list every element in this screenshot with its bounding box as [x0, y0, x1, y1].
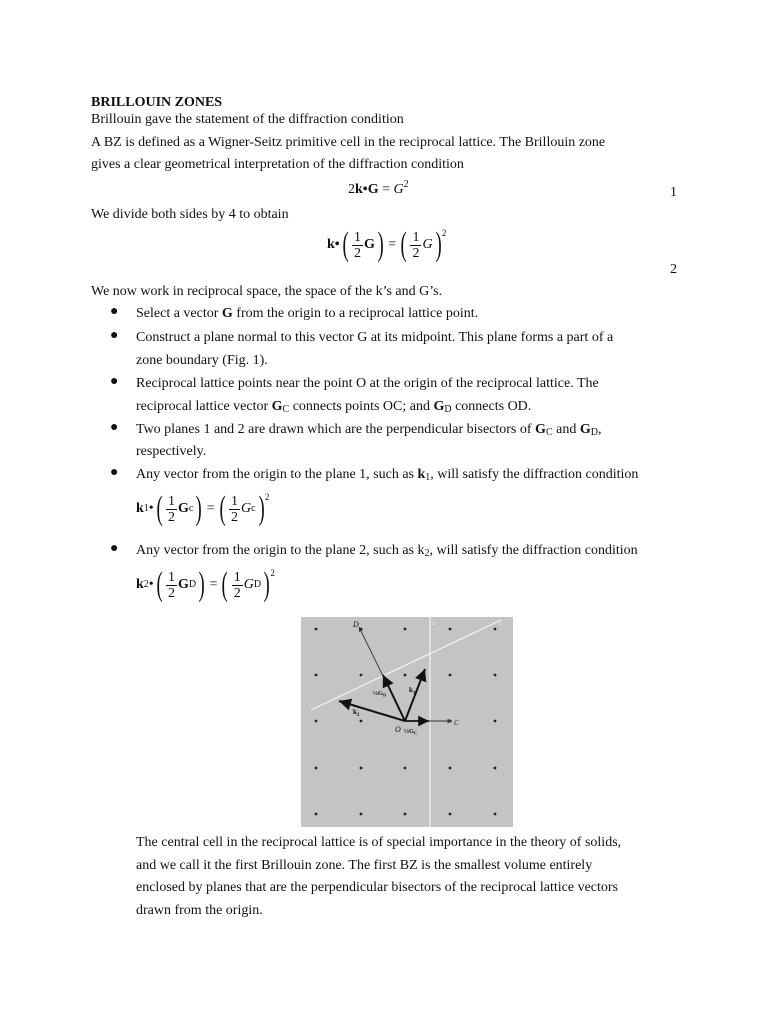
bullet-1: Select a vector G from the origin to a reciprocal lattice point.	[136, 306, 479, 321]
label-k2: $k_2$	[353, 708, 360, 718]
lattice-point	[494, 767, 497, 770]
bullet-2b: zone boundary (Fig. 1).	[136, 353, 268, 368]
bullet-marker: ●	[110, 304, 119, 319]
label-half-GD: $\frac{1}{2}G_D$	[373, 690, 387, 698]
bullet-3a: Reciprocal lattice points near the point O at the origin of the reciprocal lattice. The	[136, 376, 599, 391]
lattice-point	[315, 674, 318, 677]
lattice-point	[494, 674, 497, 677]
bullet-marker: ●	[110, 541, 119, 556]
equation-3: k 1 • ( $\frac{1}{2}$ G c ) = ( $\frac{1}{2}$ G c ) 2	[136, 490, 270, 527]
bullet-2a: Construct a plane normal to this vector G at its midpoint. This plane forms a part of a	[136, 330, 614, 345]
brillouin-zone-figure	[301, 617, 513, 827]
lattice-point	[315, 628, 318, 631]
lattice-point	[404, 674, 407, 677]
lattice-point	[404, 628, 407, 631]
equation-4: k 2 • ( $\frac{1}{2}$ G D ) = ( $\frac{1}{2}$ G D ) 2	[136, 566, 275, 603]
bullet-marker: ●	[110, 465, 119, 480]
lattice-point	[315, 720, 318, 723]
bullet-marker: ●	[110, 420, 119, 435]
lattice-point	[360, 813, 363, 816]
figure-background	[301, 617, 513, 827]
label-C: C	[454, 719, 459, 727]
lattice-point	[315, 813, 318, 816]
equation-2-number: 2	[670, 262, 677, 277]
intro-line-2a: A BZ is defined as a Wigner-Seitz primitive cell in the reciprocal lattice. The Brillouin zone	[91, 135, 606, 150]
divide-text: We divide both sides by 4 to obtain	[91, 207, 289, 222]
intro-line-2b: gives a clear geometrical interpretation of the diffraction condition	[91, 157, 464, 172]
lattice-point	[315, 767, 318, 770]
bullet-6: Any vector from the origin to the plane 2, such as $k_2$, will satisfy the diffraction condition	[136, 543, 638, 559]
lattice-point	[449, 628, 452, 631]
bullet-4b: respectively.	[136, 444, 207, 459]
closing-line-4: drawn from the origin.	[136, 903, 263, 918]
lattice-point	[449, 813, 452, 816]
equation-1: 2k•G = $G^2$	[348, 179, 409, 197]
lattice-point	[360, 767, 363, 770]
intro-line-1: Brillouin gave the statement of the diffraction condition	[91, 112, 404, 127]
lattice-point	[449, 674, 452, 677]
equation-2: k• ( $\frac{1}{2}$ G ) = ( $\frac{1}{2}$ G ) 2	[327, 226, 447, 263]
lattice-point	[494, 628, 497, 631]
closing-line-2: and we call it the first Brillouin zone. The first BZ is the smallest volume entirely	[136, 858, 593, 873]
lattice-point	[494, 813, 497, 816]
lattice-point	[360, 674, 363, 677]
lattice-point	[404, 767, 407, 770]
bullet-4a: Two planes 1 and 2 are drawn which are the perpendicular bisectors of $G_C$ and $G_D$,	[136, 422, 602, 438]
equation-1-number: 1	[670, 185, 677, 200]
label-half-GC: $\frac{1}{2}G_C$	[404, 728, 418, 736]
label-k1: $k_1$	[409, 686, 416, 696]
bullet-5: Any vector from the origin to the plane 1, such as $k_1$, will satisfy the diffraction condition	[136, 467, 639, 483]
label-plane-2: 2	[432, 622, 435, 627]
closing-line-1: The central cell in the reciprocal lattice is of special importance in the theory of solids,	[136, 835, 622, 850]
section-heading: BRILLOUIN ZONES	[91, 95, 223, 110]
lattice-point	[404, 813, 407, 816]
bullet-3b: reciprocal lattice vector $G_C$ connects points OC; and $G_D$ connects OD.	[136, 399, 532, 415]
reciprocal-space-text: We now work in reciprocal space, the space of the k’s and G’s.	[91, 284, 443, 299]
lattice-point	[360, 720, 363, 723]
label-plane-1: 1	[499, 622, 502, 627]
bullet-marker: ●	[110, 374, 119, 389]
lattice-point	[449, 767, 452, 770]
closing-line-3: enclosed by planes that are the perpendicular bisectors of the reciprocal lattice vectors	[136, 880, 619, 895]
label-D: D	[353, 620, 359, 629]
label-O: O	[395, 725, 401, 734]
bullet-marker: ●	[110, 328, 119, 343]
lattice-point	[494, 720, 497, 723]
